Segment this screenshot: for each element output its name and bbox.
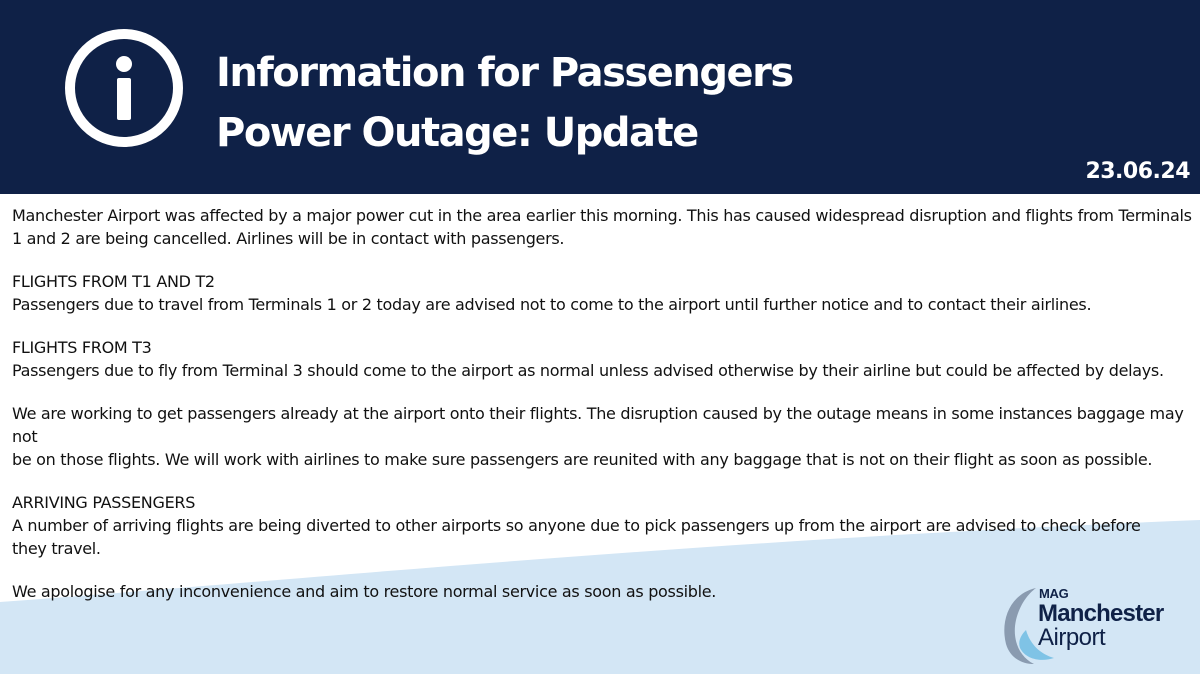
working-paragraph [12, 402, 1192, 471]
section-arriving [12, 491, 1192, 560]
section-heading: FLIGHTS FROM T1 AND T2 [12, 272, 215, 291]
section-heading: FLIGHTS FROM T3 [12, 338, 152, 357]
section-text: Passengers due to travel from Terminals 1 or 2 today are advised not to come to the airport until further notice and to contact their airlines. [12, 295, 1092, 314]
logo-mag-text: MAG [1039, 586, 1069, 601]
page-title: Information for Passengers [216, 50, 793, 96]
header-banner [0, 0, 1200, 194]
info-icon [64, 28, 184, 148]
section-text: A number of arriving flights are being diverted to other airports so anyone due to pick passengers up from the airport are advised to check before [12, 516, 1141, 535]
section-t3 [12, 336, 1192, 382]
page-subtitle: Power Outage: Update [216, 110, 698, 156]
notice-date: 23.06.24 [1085, 159, 1190, 184]
section-text: they travel. [12, 539, 101, 558]
notice-body [12, 204, 1192, 623]
working-line: be on those flights. We will work with airlines to make sure passengers are reunited with any baggage that is not on their flight as soon as possible. [12, 450, 1153, 469]
intro-paragraph [12, 204, 1192, 250]
manchester-airport-logo [996, 586, 1196, 666]
intro-line: Manchester Airport was affected by a major power cut in the area earlier this morning. This has caused widespread disruption and flights from Terminals [12, 206, 1192, 225]
section-t1-t2 [12, 270, 1192, 316]
section-text: Passengers due to fly from Terminal 3 should come to the airport as normal unless advised otherwise by their airline but could be affected by delays. [12, 361, 1164, 380]
section-heading: ARRIVING PASSENGERS [12, 493, 196, 512]
logo-name-line1: Manchester [1038, 600, 1164, 627]
intro-line: 1 and 2 are being cancelled. Airlines will be in contact with passengers. [12, 229, 565, 248]
closing-text: We apologise for any inconvenience and aim to restore normal service as soon as possible. [12, 582, 717, 601]
logo-name-line2: Airport [1038, 624, 1106, 651]
working-line: We are working to get passengers already at the airport onto their flights. The disruption caused by the outage means in some instances baggage may not [12, 404, 1184, 446]
